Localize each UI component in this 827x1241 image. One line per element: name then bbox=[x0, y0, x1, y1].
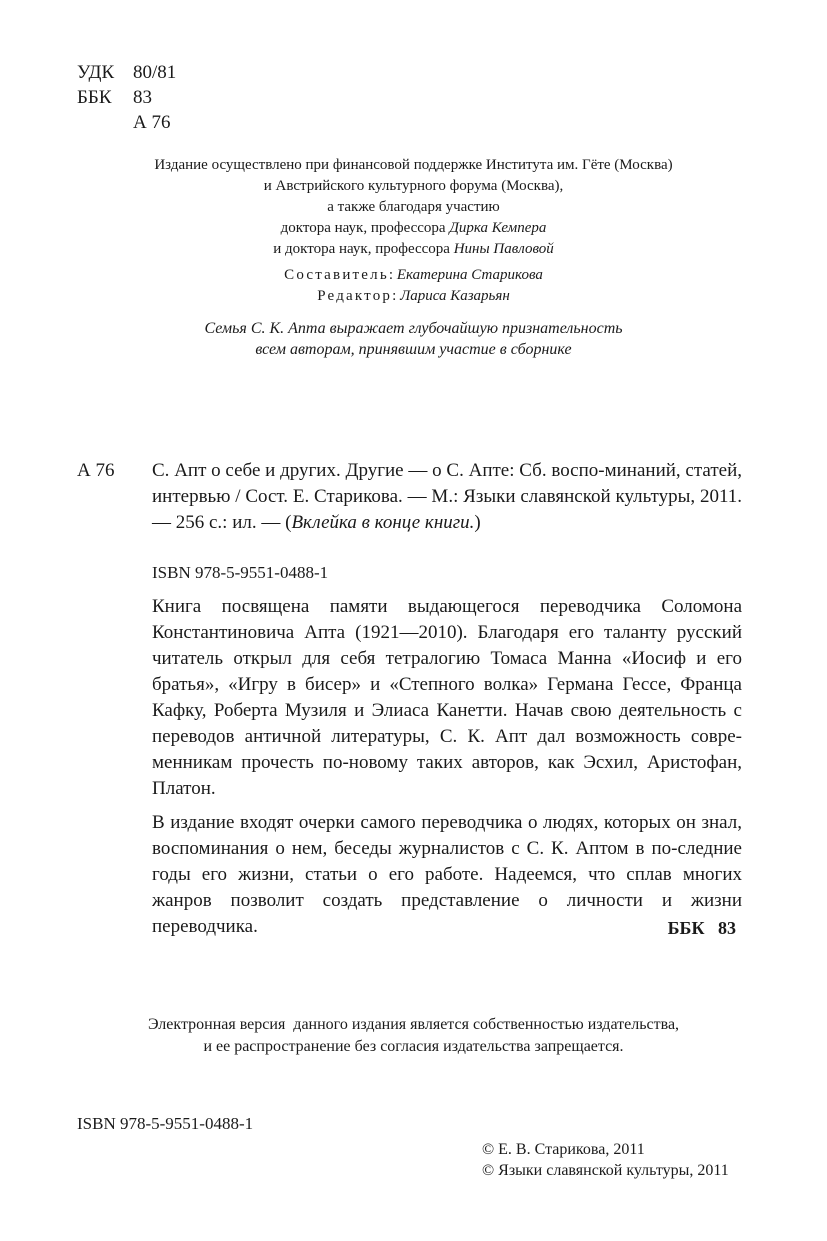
acknowledgement: Семья С. К. Апта выражает глубочайшую признательность всем авторам, принявшим участие в сборнике bbox=[204, 320, 623, 358]
copyright-line: © Языки славянской культуры, 2011 bbox=[482, 1162, 729, 1179]
annotation bbox=[152, 594, 742, 940]
bibliographic-entry: С. Апт о себе и других. Другие — о С. Апте: Сб. воспо-минаний, статей, интервью / Сост. Е. Старикова. — М.: Языки славянской культуры, 2011. — 256 с.: ил. — (Вклейка в конце книги.) bbox=[152, 460, 742, 533]
support-line: и доктора наук, профессора Нины Павловой bbox=[273, 241, 554, 257]
electronic-version-notice: Электронная версия данного издания является собственностью издательства, и ее распространение без согласия издательства запрещается. bbox=[147, 1016, 680, 1055]
support-line: доктора наук, профессора Дирка Кемпера bbox=[280, 220, 547, 236]
udk-label: УДК bbox=[77, 62, 115, 83]
annotation-paragraph: В издание входят очерки самого переводчика о людях, которых он знал, воспоминания о нем, беседы журналистов с С. К. Аптом в по-следние годы его жизни, статьи о его работе. Надеемся, что сплав многих жанров позволит создать представление о личности и жизни переводчика. bbox=[152, 812, 742, 937]
support-statement bbox=[0, 155, 827, 260]
support-line: Издание осуществлено при финансовой поддержке Института им. Гёте (Москва) bbox=[154, 157, 673, 173]
editor-name: Лариса Казарьян bbox=[400, 288, 510, 304]
support-line: а также благодаря участию bbox=[327, 199, 500, 215]
copyright-block bbox=[482, 1139, 729, 1181]
sponsor-name: Нины Павловой bbox=[453, 241, 554, 257]
copyright-line: © Е. В. Старикова, 2011 bbox=[482, 1141, 645, 1158]
support-line: и Австрийского культурного форума (Москва), bbox=[263, 178, 564, 194]
bbk-label: ББК bbox=[77, 87, 112, 108]
entry-note: Вклейка в конце книги. bbox=[291, 512, 475, 533]
editor-line: Редактор: Лариса Казарьян bbox=[317, 288, 510, 304]
roles-block bbox=[0, 265, 827, 307]
udk-value: 80/81 bbox=[133, 62, 177, 83]
isbn-footer: ISBN 978-5-9551-0488-1 bbox=[77, 1114, 254, 1133]
entry-author-mark: А 76 bbox=[77, 460, 115, 481]
author-mark: А 76 bbox=[133, 112, 171, 133]
bbk-footer: ББК 83 bbox=[667, 918, 736, 938]
bbk-value: 83 bbox=[133, 87, 152, 108]
classification-block bbox=[77, 60, 176, 135]
sponsor-name: Дирка Кемпера bbox=[449, 220, 547, 236]
compiler-line: Составитель: Екатерина Старикова bbox=[284, 267, 543, 283]
isbn-entry: ISBN 978-5-9551-0488-1 bbox=[152, 563, 329, 582]
annotation-paragraph: Книга посвящена памяти выдающегося переводчика Соломона Константиновича Апта (1921—2010). Благодаря его таланту русский читатель открыл для себя тетралогию Томаса Манна «Иосиф и его братья», «Игру в бисер» и «Степного волка» Германа Гессе, Франца Кафку, Роберта Музиля и Элиаса Канетти. Начав свою деятельность с переводов античной литературы, С. К. Апт дал возможность совре-менникам прочесть по-новому таких авторов, как Эсхил, Аристофан, Платон. bbox=[152, 596, 742, 799]
compiler-label: Составитель bbox=[284, 267, 389, 283]
compiler-name: Екатерина Старикова bbox=[396, 267, 543, 283]
editor-label: Редактор bbox=[317, 288, 393, 304]
